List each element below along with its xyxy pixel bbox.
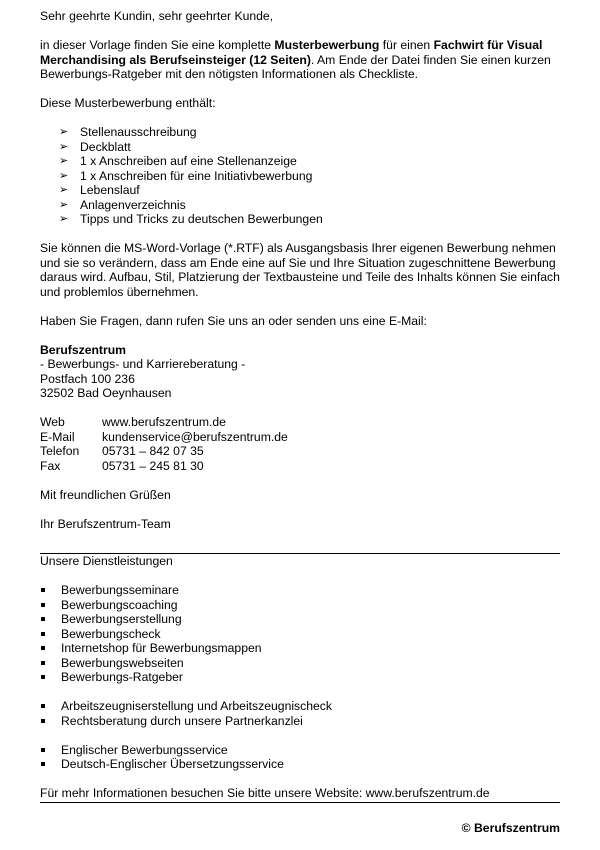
closing: Mit freundlichen Grüßen xyxy=(40,487,171,502)
list-item: ➢ Lebenslauf xyxy=(59,183,140,197)
intro-text-1: in dieser Vorlage finden Sie eine komplette xyxy=(40,38,275,52)
list-item: Rechtsberatung durch unsere Partnerkanzlei xyxy=(40,714,560,729)
contact-table xyxy=(40,415,288,473)
services-list-2 xyxy=(40,699,560,728)
arrow-bullet-icon: ➢ xyxy=(59,126,69,138)
list-item: ➢ Deckblatt xyxy=(59,139,131,154)
intro-bold-1: Musterbewerbung xyxy=(274,38,380,52)
services-list-1 xyxy=(40,583,560,685)
greeting: Sehr geehrte Kundin, sehr geehrter Kunde, xyxy=(40,9,274,23)
square-bullet-icon xyxy=(41,762,45,766)
company-name: Berufszentrum xyxy=(40,342,127,357)
list-item: Bewerbungsseminare xyxy=(40,583,560,598)
arrow-bullet-icon: ➢ xyxy=(59,198,69,211)
arrow-bullet-icon: ➢ xyxy=(59,140,69,153)
list-item: ➢ Anlagenverzeichnis xyxy=(59,197,186,212)
arrow-bullet-icon: ➢ xyxy=(59,169,69,182)
questions-paragraph: Haben Sie Fragen, dann rufen Sie uns an oder senden uns eine E-Mail: xyxy=(40,313,427,328)
table-row xyxy=(40,415,288,430)
list-item: Bewerbungserstellung xyxy=(40,612,560,627)
list-item: ➢ 1 x Anschreiben für eine Initiativbewerbung xyxy=(59,168,313,183)
divider-bottom xyxy=(40,802,560,803)
square-bullet-icon xyxy=(41,719,45,723)
list-item: Bewerbungswebseiten xyxy=(40,656,560,671)
table-row xyxy=(40,459,288,474)
square-bullet-icon xyxy=(41,704,45,708)
list-item: ➢ 1 x Anschreiben auf eine Stellenanzeige xyxy=(59,154,297,168)
signature: Ihr Berufszentrum-Team xyxy=(40,516,171,531)
intro-text-2: für einen xyxy=(379,38,434,52)
list-item: Englischer Bewerbungsservice xyxy=(40,743,560,758)
intro-paragraph xyxy=(40,38,560,82)
contact-key-phone: Telefon xyxy=(40,444,80,458)
contents-heading: Diese Musterbewerbung enthält: xyxy=(40,96,216,110)
list-item: Arbeitszeugniserstellung und Arbeitszeugnischeck xyxy=(40,699,560,714)
contact-key-email: E-Mail xyxy=(40,429,75,444)
list-item: ➢ Tipps und Tricks zu deutschen Bewerbungen xyxy=(59,212,323,226)
list-item: Bewerbungs-Ratgeber xyxy=(40,670,560,685)
table-row xyxy=(40,444,288,459)
services-heading: Unsere Dienstleistungen xyxy=(40,554,173,568)
square-bullet-icon xyxy=(41,603,45,607)
arrow-bullet-icon: ➢ xyxy=(59,155,69,167)
contact-web-link[interactable]: www.berufszentrum.de xyxy=(102,415,226,429)
intro-text-3: . Am Ende der Datei finden Sie einen kurzen Bewerbungs-Ratgeber mit den nötigsten Informationen als Checkliste. xyxy=(40,52,551,81)
square-bullet-icon xyxy=(41,675,45,679)
city: 32502 Bad Oeynhausen xyxy=(40,386,172,400)
square-bullet-icon xyxy=(41,588,45,592)
list-item: Internetshop für Bewerbungsmappen xyxy=(40,641,560,656)
address-block xyxy=(40,343,560,401)
table-row xyxy=(40,430,288,445)
usage-paragraph: Sie können die MS-Word-Vorlage (*.RTF) als Ausgangsbasis Ihrer eigenen Bewerbung nehmen und sie so verändern, dass am Ende eine auf Sie und Ihre Situation zugeschnittene Bewerbung daraus wird. Aufbau, Stil, Platzierung der Textbausteine und Teile des Inhalts können Sie einfach und problemlos übernehmen. xyxy=(40,241,560,299)
services-list-3 xyxy=(40,743,560,772)
contact-email-link[interactable]: kundenservice@berufszentrum.de xyxy=(102,429,288,444)
list-item: Bewerbungscoaching xyxy=(40,598,560,613)
contact-phone-value: 05731 – 842 07 35 xyxy=(102,444,204,458)
website-info: Für mehr Informationen besuchen Sie bitte unsere Website: www.berufszentrum.de xyxy=(40,786,490,800)
contact-key-web: Web xyxy=(40,415,65,429)
contents-list xyxy=(40,125,560,227)
square-bullet-icon xyxy=(41,748,45,752)
document-page xyxy=(40,9,560,803)
square-bullet-icon xyxy=(41,661,45,665)
intro-bold-2: Fachwirt für Visual Merchandising als Berufseinsteiger (12 Seiten) xyxy=(40,38,543,67)
list-item: ➢ Stellenausschreibung xyxy=(59,125,197,139)
copyright: © Berufszentrum xyxy=(461,821,560,835)
square-bullet-icon xyxy=(41,632,45,636)
list-item: Deutsch-Englischer Übersetzungsservice xyxy=(40,757,560,772)
square-bullet-icon xyxy=(41,617,45,621)
contact-key-fax: Fax xyxy=(40,458,61,473)
arrow-bullet-icon: ➢ xyxy=(59,213,69,225)
arrow-bullet-icon: ➢ xyxy=(59,184,69,196)
list-item: Bewerbungscheck xyxy=(40,627,560,642)
contact-fax-value: 05731 – 245 81 30 xyxy=(102,458,204,473)
company-tagline: - Bewerbungs- und Karriereberatung - xyxy=(40,357,246,371)
postbox: Postfach 100 236 xyxy=(40,371,135,386)
square-bullet-icon xyxy=(41,646,45,650)
